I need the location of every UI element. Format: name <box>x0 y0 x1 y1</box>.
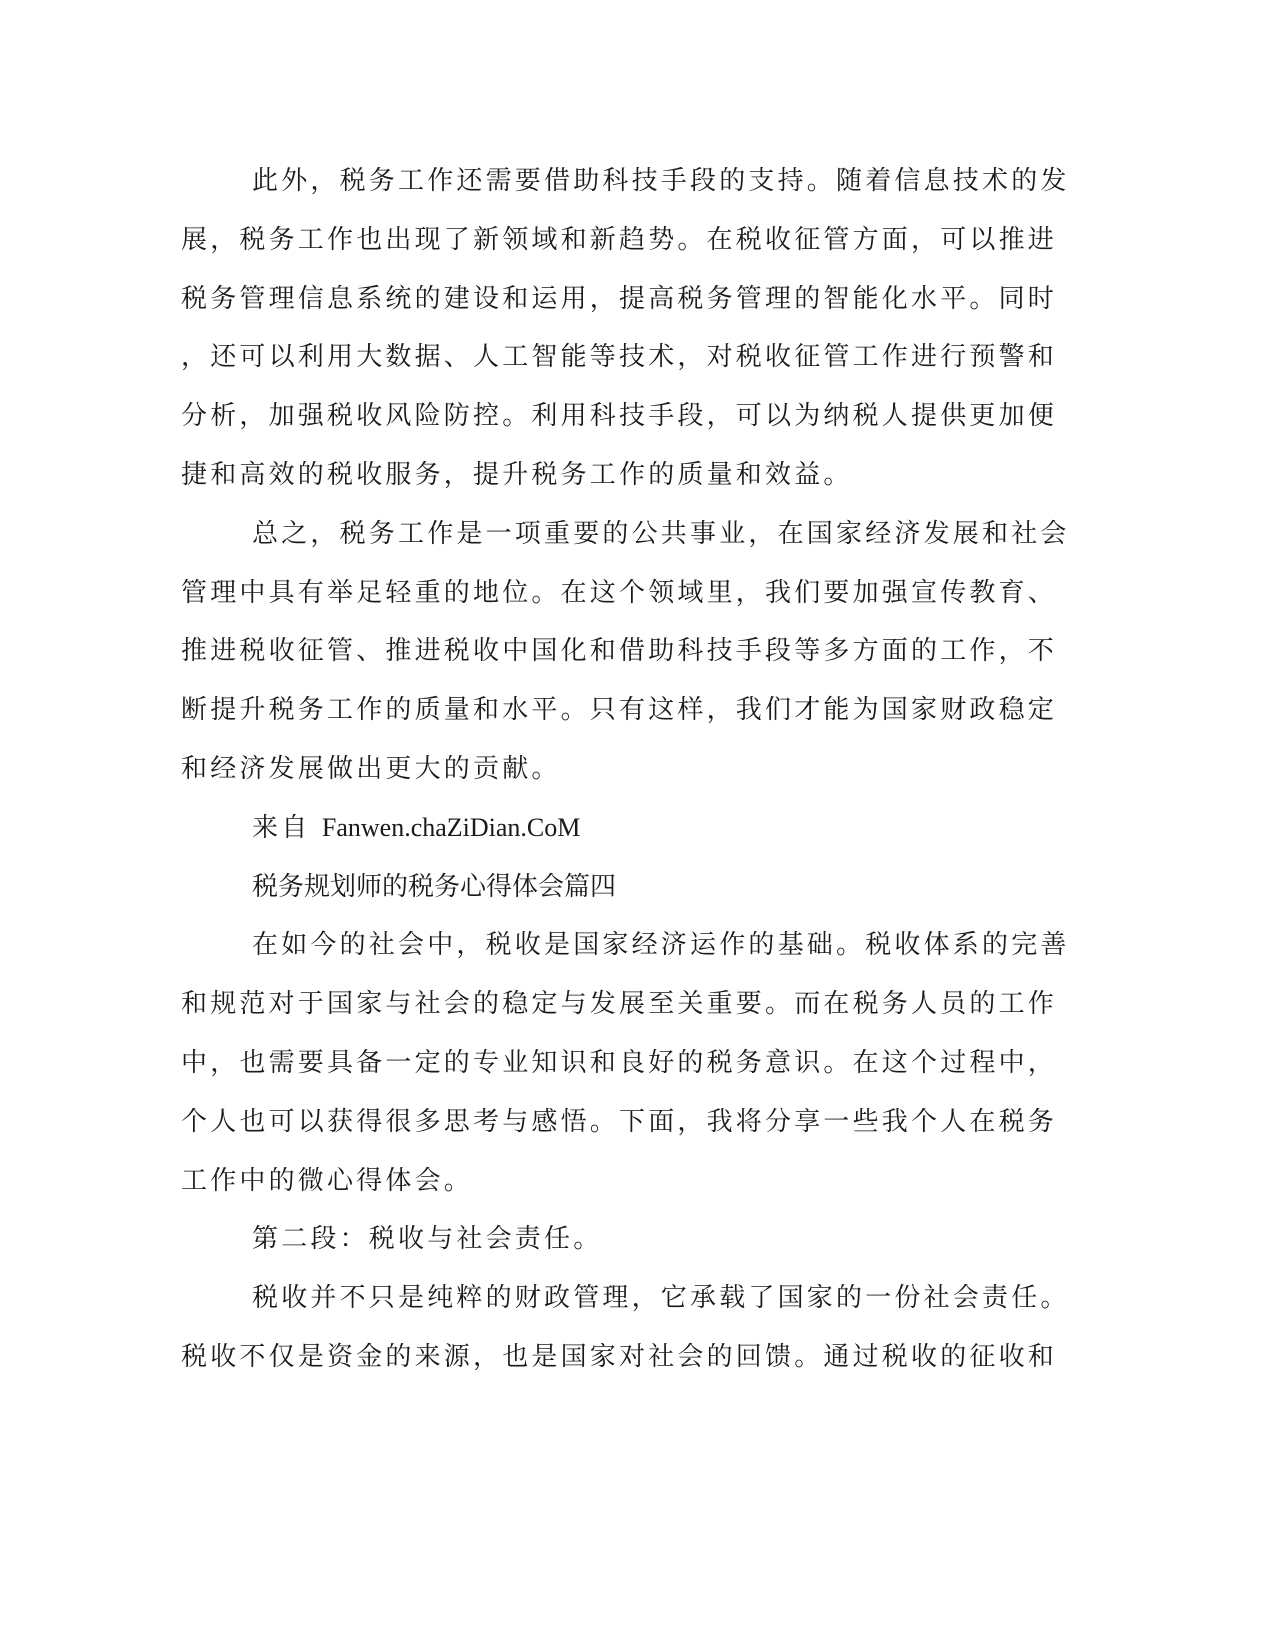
paragraph-social-responsibility <box>181 1269 1070 1387</box>
subheading: 第二段：税收与社会责任。 <box>252 1224 603 1255</box>
source-site: Fanwen.chaZiDian.CoM <box>321 812 581 842</box>
paragraph-tech-support <box>181 152 1070 505</box>
source-line <box>181 799 1027 858</box>
text-line: 此外，税务工作还需要借助科技手段的支持。随着信息技术的发 <box>252 166 1070 196</box>
text-line: 税务管理信息系统的建设和运用，提高税务管理的智能化水平。同时 <box>181 283 1058 314</box>
text-line: 在如今的社会中，税收是国家经济运作的基础。税收体系的完善 <box>252 930 1070 961</box>
text-line: 断提升税务工作的质量和水平。只有这样，我们才能为国家财政稳定 <box>181 695 1058 726</box>
text-line: 工作中的微心得体会。 <box>181 1165 474 1196</box>
text-line: 税收不仅是资金的来源，也是国家对社会的回馈。通过税收的征收和 <box>181 1341 1058 1372</box>
text-line: 和规范对于国家与社会的稳定与发展至关重要。而在税务人员的工作 <box>181 989 1058 1020</box>
text-line: 展，税务工作也出现了新领域和新趋势。在税收征管方面，可以推进 <box>181 224 1058 255</box>
section-title: 税务规划师的税务心得体会篇四 <box>252 871 617 902</box>
source-prefix: 来自 <box>252 812 322 843</box>
text-line: 和经济发展做出更大的贡献。 <box>181 753 561 784</box>
text-line: 个人也可以获得很多思考与感悟。下面，我将分享一些我个人在税务 <box>181 1106 1058 1137</box>
document-body <box>181 152 1070 1387</box>
text-line: 中，也需要具备一定的专业知识和良好的税务意识。在这个过程中， <box>181 1047 1058 1078</box>
text-line: 管理中具有举足轻重的地位。在这个领域里，我们要加强宣传教育、 <box>181 577 1058 608</box>
text-line: 分析，加强税收风险防控。利用科技手段，可以为纳税人提供更加便 <box>181 401 1058 432</box>
paragraph-introduction <box>181 916 1070 1210</box>
paragraph-conclusion <box>181 505 1070 799</box>
text-line: 捷和高效的税收服务，提升税务工作的质量和效益。 <box>181 459 853 490</box>
text-line: ，还可以利用大数据、人工智能等技术，对税收征管工作进行预警和 <box>181 342 1058 373</box>
text-line: 推进税收征管、推进税收中国化和借助科技手段等多方面的工作，不 <box>181 636 1058 667</box>
text-line: 税收并不只是纯粹的财政管理，它承载了国家的一份社会责任。 <box>252 1283 1070 1314</box>
text-line: 总之，税务工作是一项重要的公共事业，在国家经济发展和社会 <box>252 518 1070 549</box>
